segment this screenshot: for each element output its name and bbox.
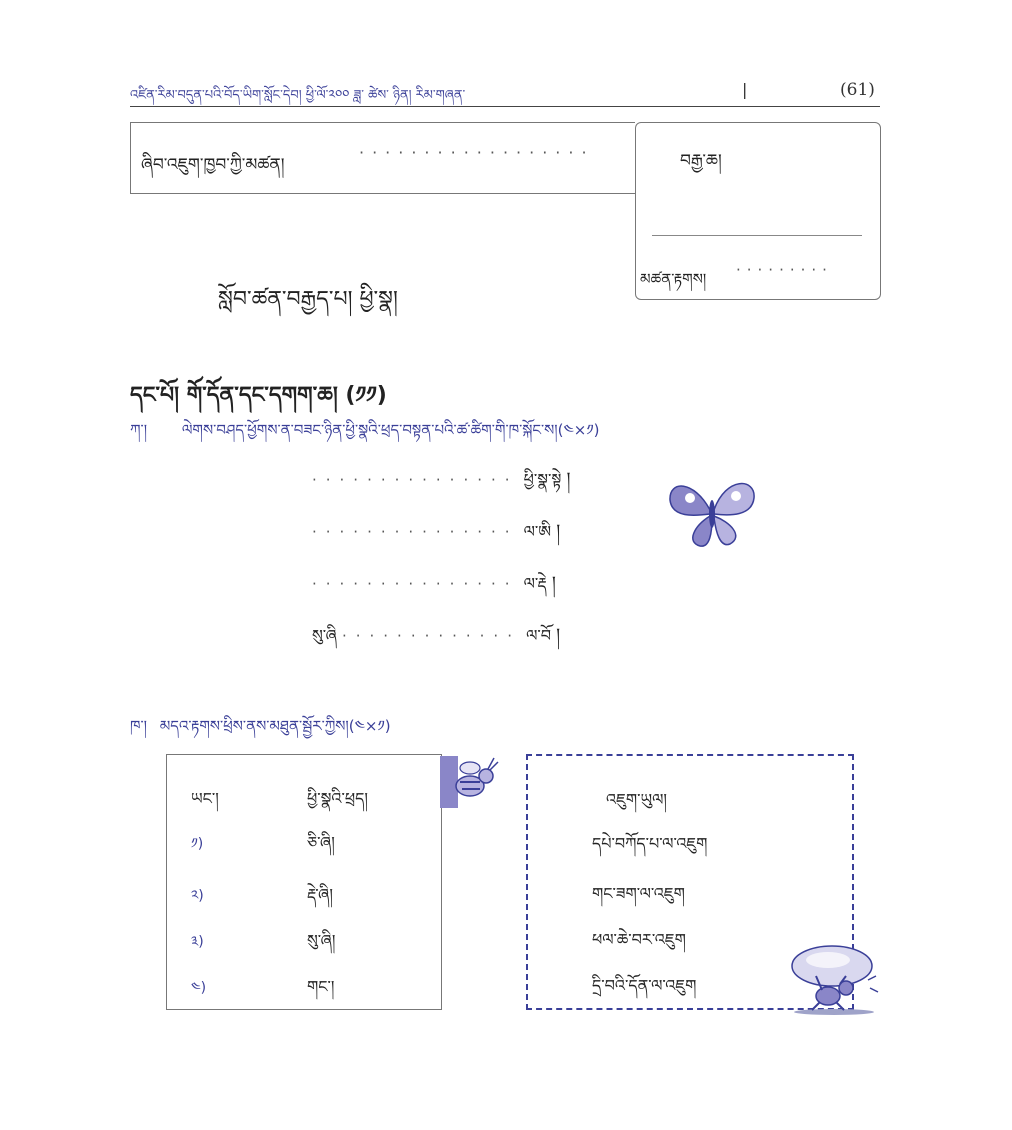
row-word: ལ་རྡེ [523,574,547,593]
page-header [130,78,880,107]
page-number: (61) [840,80,875,100]
row-number: ༢) [191,888,204,904]
table-row-word: སུ་ཞི། [307,931,336,950]
fill-row-2[interactable] [312,512,560,562]
blank-dots[interactable]: ··············· [312,523,519,541]
row-word: ལ་ཨི [523,522,552,541]
table-row-word: རྡེ་ཞི། [307,885,333,904]
row-end: ། [556,625,561,646]
question-ka-text: ལེགས་བཤད་ཕྱོགས་ན་བཟང་ཉིན་ཕྱི་སྣའི་ཕྲད་བསྟན་པའི་ཚ་ཚིག་གི་ཁ་སྐོང་ས།(༤×༡) [181,421,600,439]
fill-row-1[interactable] [312,460,571,510]
table-col1-header: ཡང་། [191,789,219,808]
option-item[interactable]: གང་ཟག་ལ་འཇུག [592,884,685,903]
row-word: ལ་བོ [526,626,551,645]
question-ka-label: ཀ་། [130,421,148,439]
fill-row-4[interactable] [312,616,560,666]
blank-dots[interactable]: ············· [341,627,521,645]
row-number: ༣) [191,934,204,950]
grade-dots[interactable]: ········· [736,261,833,279]
row-number: ༡) [191,836,204,852]
score-line[interactable] [652,235,862,236]
option-item[interactable]: དྲི་བའི་དོན་ལ་འཇུག [592,976,697,995]
fill-row-3[interactable] [312,564,556,614]
row-word: ཕྱི་སྣ་སྟེ [523,470,562,489]
header-separator: | [742,80,748,99]
question-kha-label: ཁ་། [130,717,147,735]
blank-dots[interactable]: ··············· [312,575,519,593]
row-prefix: སུ་ཞི [312,626,337,645]
table-col2-header: ཕྱི་སྣའི་ཕྲད། [307,789,368,808]
score-box [635,122,881,300]
particle-table [166,754,442,1010]
table-row-word: གང་། [307,977,335,996]
option-item[interactable]: འཇུག་ཡུལ། [606,790,667,809]
question-kha-text: མདའ་རྟགས་ཕྲིས་ནས་མཐུན་སྦྱོར་ཀྱིས།(༤×༡) [159,717,391,735]
question-kha [130,710,391,752]
grade-label: མཚན་རྟགས། [640,270,707,288]
option-item[interactable]: ཕལ་ཆེ་བར་འཇུག [592,930,686,949]
name-dots[interactable]: ·················· [359,143,595,162]
butterfly-illustration [664,470,762,556]
blank-dots[interactable]: ··············· [312,471,519,489]
row-end: ། [556,521,561,542]
bee-illustration [440,752,502,810]
score-label: བརྒྱ་ཆ། [680,151,722,171]
student-name-box [130,122,635,194]
row-end: ། [551,573,556,594]
lesson-title: སློབ་ཚན་བརྒྱད་པ། ཕྱི་སྣ། [218,287,398,312]
question-ka [130,414,599,456]
ant-illustration [788,940,880,1016]
section-heading: དང་པོ། གོ་དོན་དང་དགག་ཆ། (༡༡) [130,383,387,408]
option-item[interactable]: དཔེ་བཀོད་པ་ལ་འཇུག [592,834,708,853]
row-number: ༤) [191,980,207,996]
table-row-word: ཅི་ཞི། [307,833,335,852]
row-end: ། [566,469,571,490]
header-text: འཛིན་རིམ་བདུན་པའི་བོད་ཡིག་སློང་དེབ། ཕྱི་ལོ་༢༠༠ ཟླ་ ཚེས་ ཉིན། རིམ་གཞན་ [130,88,466,103]
name-label: ཞིབ་འཇུག་ཁྱབ་ཀྱི་མཚན། [141,155,285,175]
